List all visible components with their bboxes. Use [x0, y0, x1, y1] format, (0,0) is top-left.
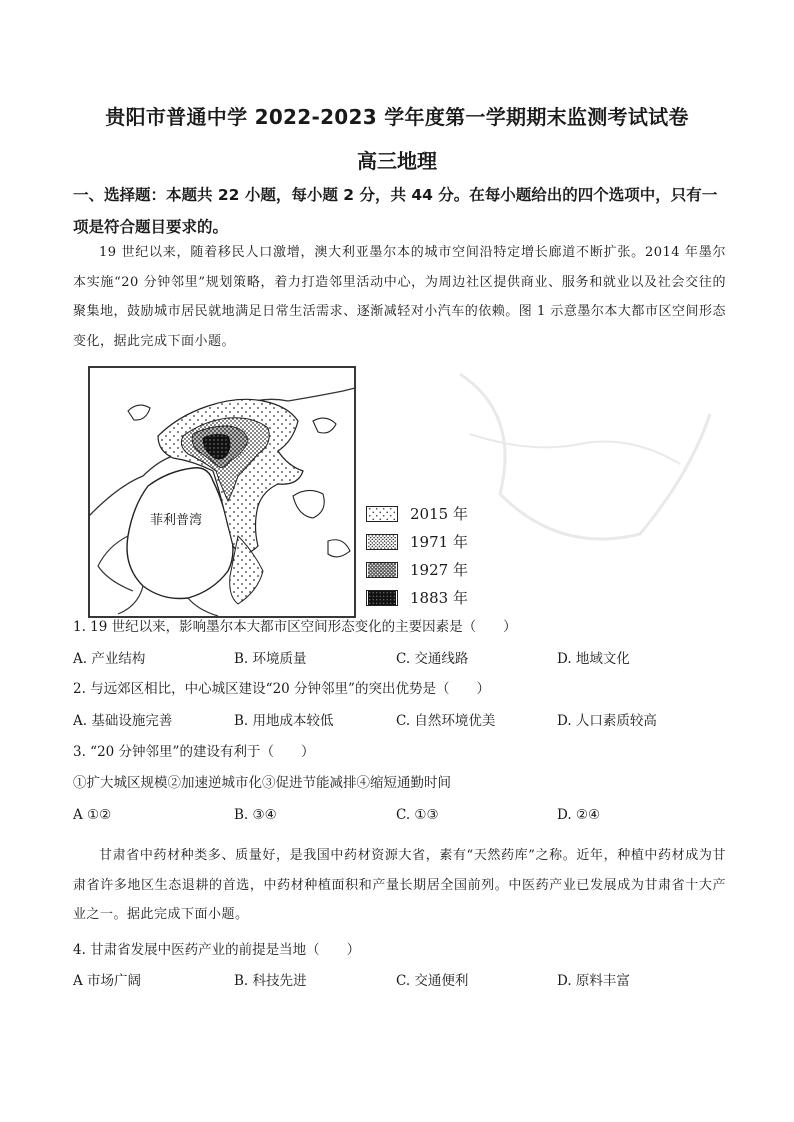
- legend-swatch-2015: [366, 506, 398, 522]
- melbourne-map: [88, 366, 356, 618]
- exam-subtitle: 高三地理: [357, 149, 437, 173]
- bleed-through-shadow: [440, 354, 730, 614]
- legend-swatch-1927: [366, 562, 398, 578]
- question-1-stem: 1. 19 世纪以来，影响墨尔本大都市区空间形态变化的主要因素是（ ）: [73, 619, 517, 635]
- question-3-option-b[interactable]: B. ③④: [234, 807, 277, 823]
- melbourne-map-figure: [88, 366, 356, 618]
- legend-label-1883: 1883 年: [410, 589, 468, 607]
- question-2-option-c[interactable]: C. 自然环境优美: [396, 713, 496, 729]
- legend-label-1971: 1971 年: [410, 533, 468, 551]
- question-4-option-d[interactable]: D. 原料丰富: [557, 973, 630, 989]
- question-3-stem: 3. “20 分钟邻里”的建设有利于（ ）: [73, 744, 315, 760]
- question-4-option-a[interactable]: A 市场广阔: [73, 973, 142, 989]
- section-heading-line-1: 一、选择题：本题共 22 小题，每小题 2 分，共 44 分。在每小题给出的四个选项中，只有一: [73, 186, 718, 204]
- passage-melbourne: 19 世纪以来，随着移民人口激增，澳大利亚墨尔本的城市空间沿特定增长廊道不断扩张。2014 年墨尔本实施“20 分钟邻里”规划策略，着力打造邻里活动中心，为周边社区提供商业、服务和就业以及社会交往的聚集地，鼓励城市居民就地满足日常生活需求、逐渐减轻对小汽车的依赖。图 1 示意墨尔本大都市区空间形态变化，据此完成下面小题。: [73, 245, 726, 349]
- question-2-option-d[interactable]: D. 人口素质较高: [557, 713, 657, 729]
- question-3-option-a[interactable]: A ①②: [73, 807, 112, 823]
- question-1-option-c[interactable]: C. 交通线路: [396, 651, 469, 667]
- question-1-option-b[interactable]: B. 环境质量: [234, 651, 307, 667]
- passage-gansu: 甘肃省中药材种类多、质量好，是我国中药材资源大省，素有“天然药库”之称。近年，种植中药材成为甘肃省许多地区生态退耕的首选，中药材种植面积和产量长期居全国前列。中医药产业已发展成为甘肃省十大产业之一。据此完成下面小题。: [73, 848, 726, 922]
- question-4-option-c[interactable]: C. 交通便利: [396, 973, 469, 989]
- legend-label-1927: 1927 年: [410, 561, 468, 579]
- legend-swatch-1883: [366, 590, 398, 606]
- exam-title: 贵阳市普通中学 2022-2023 学年度第一学期期末监测考试试卷: [105, 105, 689, 129]
- bay-label: 菲利普湾: [150, 513, 203, 528]
- question-1-option-a[interactable]: A. 产业结构: [73, 651, 146, 667]
- question-1-option-d[interactable]: D. 地域文化: [557, 651, 630, 667]
- section-heading: [73, 179, 733, 243]
- question-4-option-b[interactable]: B. 科技先进: [234, 973, 307, 989]
- legend-label-2015: 2015 年: [410, 505, 468, 523]
- question-2-option-a[interactable]: A. 基础设施完善: [73, 713, 173, 729]
- legend-swatch-1971: [366, 534, 398, 550]
- question-2-option-b[interactable]: B. 用地成本较低: [234, 713, 334, 729]
- question-2-stem: 2. 与远郊区相比，中心城区建设“20 分钟邻里”的突出优势是（ ）: [73, 681, 490, 697]
- question-3-option-c[interactable]: C. ①③: [396, 807, 439, 823]
- question-3-choices: ①扩大城区规模②加速逆城市化③促进节能减排④缩短通勤时间: [73, 775, 451, 791]
- question-3-option-d[interactable]: D. ②④: [557, 807, 601, 823]
- section-heading-line-2: 项是符合题目要求的。: [73, 218, 229, 236]
- question-4-stem: 4. 甘肃省发展中医药产业的前提是当地（ ）: [73, 942, 361, 958]
